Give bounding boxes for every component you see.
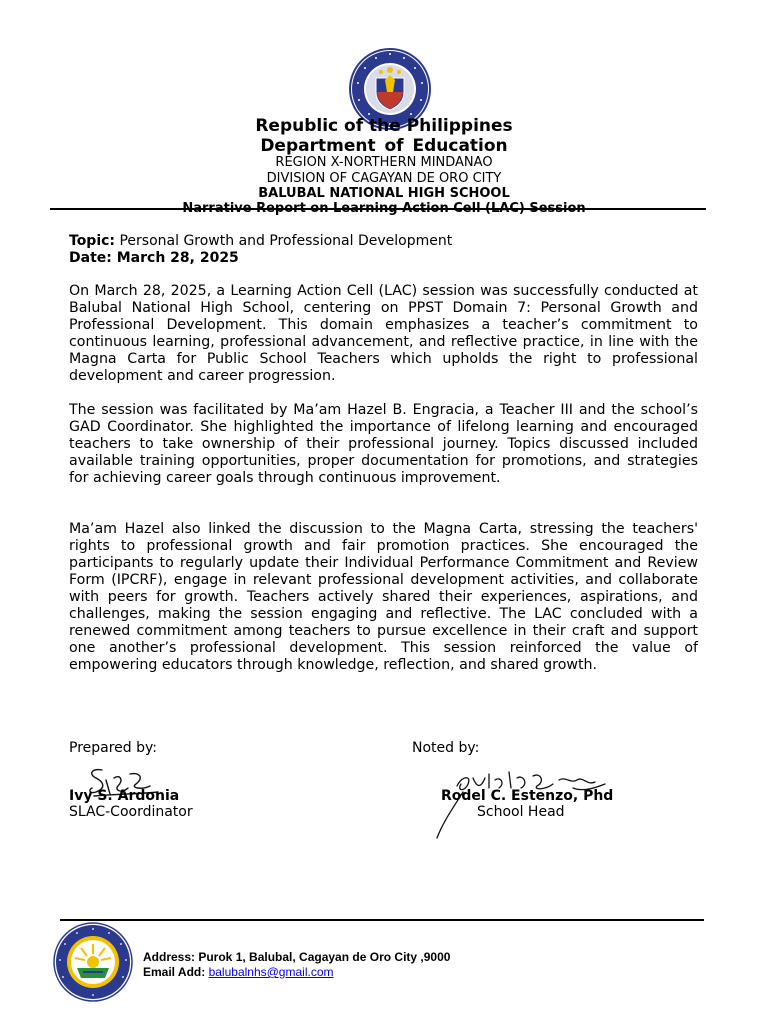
date-value: March 28, 2025 xyxy=(116,250,239,266)
body-paragraph-3: Ma’am Hazel also linked the discussion to the Magna Carta, stressing the teachers' rights to professional growth and fair promotion practices. She encouraged the participants to regularly update their Individual Performance Commitment and Review Form (IPCRF), engage in relevant professional development activities, and collaborate with peers for growth. Teachers actively shared their experiences, aspirations, and challenges, making the session engaging and reflective. The LAC concluded with a renewed commitment among teachers to pursue excellence in their craft and support one another’s professional development. This session reinforced the value of empowering educators through knowledge, reflection, and shared growth. xyxy=(69,521,698,673)
topic-label: Topic: xyxy=(69,233,116,249)
email-link[interactable]: balubalnhs@gmail.com xyxy=(208,965,334,979)
noted-by-name: Rodel C. Estenzo, Phd xyxy=(441,788,614,804)
date-line xyxy=(69,250,239,267)
region-line: REGION X-NORTHERN MINDANAO xyxy=(275,155,493,170)
republic-heading: Republic of the Philippines xyxy=(255,116,513,136)
footer-email-line xyxy=(143,965,334,979)
topic-value: Personal Growth and Professional Development xyxy=(119,233,453,249)
date-label: Date: xyxy=(69,250,112,266)
prepared-by-name: Ivy S. Ardonia xyxy=(69,788,180,804)
body-paragraph-2: The session was facilitated by Ma’am Hazel B. Engracia, a Teacher III and the school’s GAD Coordinator. She highlighted the importance of lifelong learning and encouraged teachers to take ownership of their professional journey. Topics discussed included available training opportunities, proper documentation for promotions, and strategies for achieving career goals through continuous improvement. xyxy=(69,402,698,486)
noted-by-label: Noted by: xyxy=(412,740,480,756)
report-title: Narrative Report on Learning Action Cell (LAC) Session xyxy=(182,201,586,216)
footer-divider xyxy=(60,919,704,921)
topic-line xyxy=(69,233,452,250)
noted-by-role: School Head xyxy=(477,804,565,820)
school-name: BALUBAL NATIONAL HIGH SCHOOL xyxy=(258,186,510,201)
department-heading: Department of Education xyxy=(260,136,508,156)
school-seal-logo xyxy=(53,922,133,1002)
prepared-by-role: SLAC-Coordinator xyxy=(69,804,193,820)
footer-address: Address: Purok 1, Balubal, Cagayan de Oro City ,9000 xyxy=(143,950,451,964)
division-line: DIVISION OF CAGAYAN DE ORO CITY xyxy=(266,171,502,186)
body-paragraph-1: On March 28, 2025, a Learning Action Cell (LAC) session was successfully conducted at Balubal National High School, centering on PPST Domain 7: Personal Growth and Professional Development. This domain emphasizes a teacher’s commitment to continuous learning, professional advancement, and reflective practice, in line with the Magna Carta for Public School Teachers which upholds the right to professional development and career progression. xyxy=(69,283,698,384)
email-label: Email Add: xyxy=(143,965,206,979)
prepared-by-label: Prepared by: xyxy=(69,740,157,756)
header-divider xyxy=(50,208,706,210)
